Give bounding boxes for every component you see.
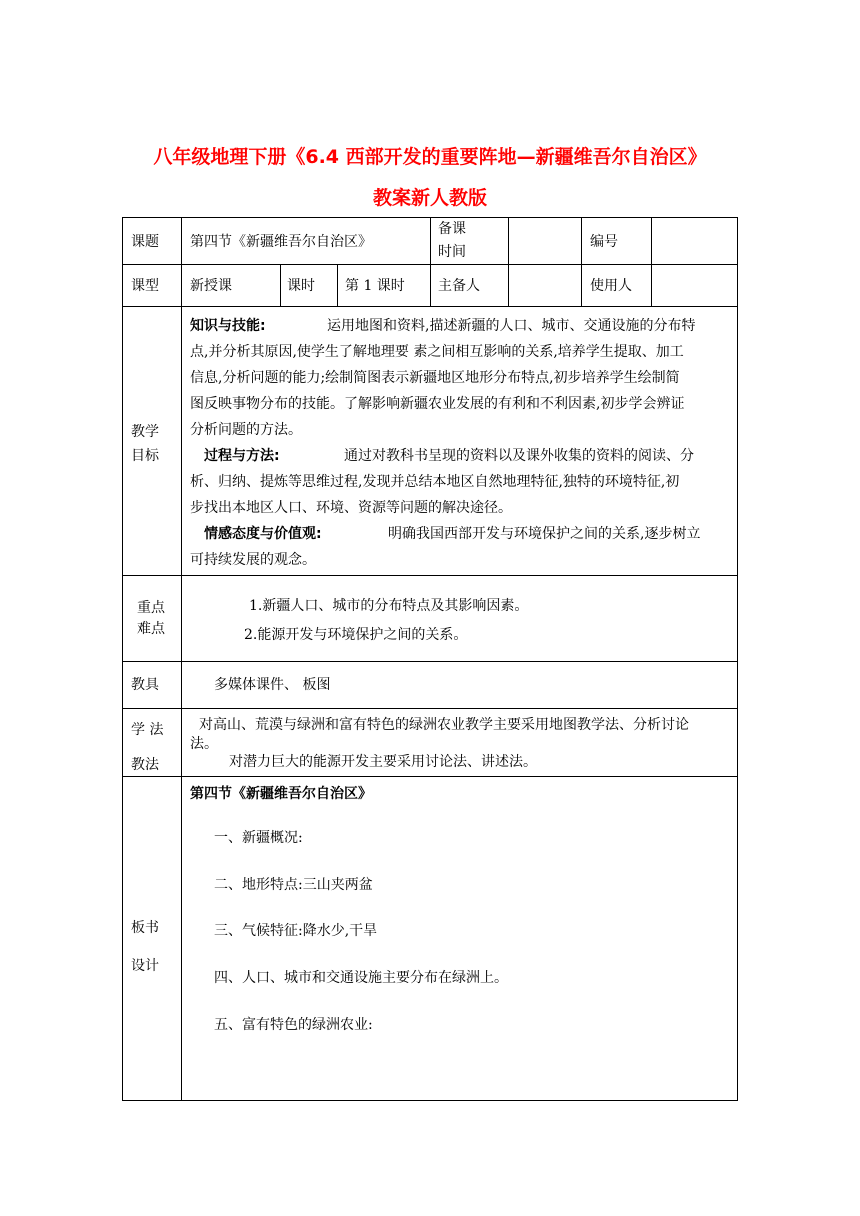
row-label-keypoints-line2: 难点 (137, 621, 165, 637)
table-column-divider (280, 264, 281, 307)
process-method-heading: 过程与方法: (204, 448, 280, 464)
table-border-left (122, 217, 123, 1101)
table-column-divider (581, 217, 582, 307)
row-label-keypoints-line1: 重点 (137, 600, 165, 616)
preparer-label: 主备人 (438, 278, 480, 294)
row-label-board-line1: 板书 (131, 920, 159, 936)
emotion-values-heading: 情感态度与价值观: (204, 526, 322, 542)
prep-time-label-line1: 备课 (438, 221, 466, 237)
table-border-right (737, 217, 738, 1101)
row-label-tools: 教具 (131, 677, 159, 693)
row-label-type: 课型 (131, 278, 159, 294)
board-item: 一、新疆概况: (214, 830, 303, 846)
table-column-divider (651, 217, 652, 307)
process-method-text: 步找出本地区人口、环境、资源等问题的解决途径。 (190, 500, 512, 516)
knowledge-skills-text: 分析问题的方法。 (190, 422, 302, 438)
row-label-topic: 课题 (131, 234, 159, 250)
row-label-goals-line2: 目标 (131, 448, 159, 464)
table-divider (122, 776, 738, 777)
keypoint-item: 2.能源开发与环境保护之间的关系。 (244, 627, 468, 643)
process-method-text: 通过对教科书呈现的资料以及课外收集的资料的阅读、分 (344, 448, 694, 464)
board-item: 四、人口、城市和交通设施主要分布在绿洲上。 (214, 970, 508, 986)
document-title: 八年级地理下册《6.4 西部开发的重要阵地—新疆维吾尔自治区》 (153, 146, 707, 168)
emotion-values-text: 明确我国西部开发与环境保护之间的关系,逐步树立 (388, 526, 701, 542)
table-column-divider (430, 217, 431, 307)
row-label-methods-line2: 教法 (131, 757, 159, 773)
process-method-text: 析、归纳、提炼等思维过程,发现并总结本地区自然地理特征,独特的环境特征,初 (190, 474, 680, 490)
period-value: 第 1 课时 (345, 278, 405, 294)
row-label-methods-line1: 学 法 (131, 722, 164, 738)
board-heading: 第四节《新疆维吾尔自治区》 (190, 786, 372, 802)
methods-text: 对高山、荒漠与绿洲和富有特色的绿洲农业教学主要采用地图教学法、分析讨论 (199, 717, 689, 733)
knowledge-skills-heading: 知识与技能: (190, 318, 266, 334)
knowledge-skills-text: 图反映事物分布的技能。了解影响新疆农业发展的有利和不利因素,初步学会辨证 (190, 396, 685, 412)
knowledge-skills-text: 运用地图和资料,描述新疆的人口、城市、交通设施的分布特 (327, 318, 696, 334)
table-column-divider (337, 264, 338, 307)
methods-text: 法。 (190, 736, 218, 752)
prep-time-label-line2: 时间 (438, 244, 466, 260)
table-divider (122, 661, 738, 662)
period-label: 课时 (287, 278, 315, 294)
emotion-values-text: 可持续发展的观念。 (190, 552, 316, 568)
table-column-divider (181, 217, 182, 1101)
table-divider (122, 708, 738, 709)
topic-value: 第四节《新疆维吾尔自治区》 (190, 234, 372, 250)
tools-value: 多媒体课件、 板图 (214, 677, 331, 693)
table-column-divider (508, 217, 509, 307)
lesson-type-value: 新授课 (190, 278, 232, 294)
table-border-bottom (122, 1100, 738, 1101)
board-item: 二、地形特点:三山夹两盆 (214, 877, 373, 893)
knowledge-skills-text: 点,并分析其原因,使学生了解地理要 素之间相互影响的关系,培养学生提取、加工 (190, 344, 684, 360)
board-item: 三、气候特征:降水少,干旱 (214, 923, 378, 939)
row-label-goals-line1: 教学 (131, 424, 159, 440)
number-label: 编号 (590, 234, 618, 250)
knowledge-skills-text: 信息,分析问题的能力;绘制简图表示新疆地区地形分布特点,初步培养学生绘制简 (190, 370, 680, 386)
keypoint-item: 1.新疆人口、城市的分布特点及其影响因素。 (249, 598, 529, 614)
methods-text: 对潜力巨大的能源开发主要采用讨论法、讲述法。 (229, 754, 537, 770)
user-label: 使用人 (590, 278, 632, 294)
row-label-board-line2: 设计 (131, 958, 159, 974)
table-divider (122, 575, 738, 576)
document-subtitle: 教案新人教版 (372, 187, 487, 209)
board-item: 五、富有特色的绿洲农业: (214, 1017, 373, 1033)
